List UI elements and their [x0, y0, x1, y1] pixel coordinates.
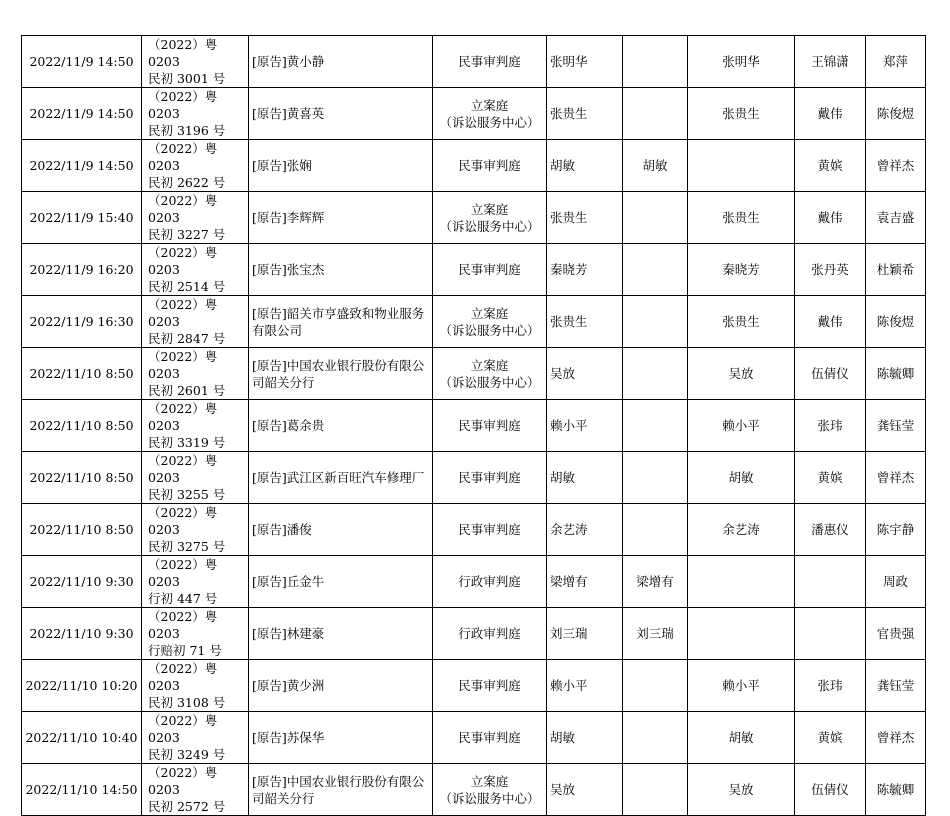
presiding-judge-cell-text: 赖小平 [550, 678, 588, 693]
assistant-cell-text: 张丹英 [811, 262, 849, 277]
judge-cell-text: 秦晓芳 [722, 262, 760, 277]
assistant-cell [795, 244, 866, 296]
hearing-schedule-table [21, 35, 926, 816]
judge-cell-text: 刘三瑞 [636, 626, 674, 641]
table-row [22, 556, 926, 608]
case-number-cell-text: 民初 2601 号 [148, 383, 226, 398]
table-row [22, 140, 926, 192]
clerk-cell [866, 764, 926, 816]
presiding-judge-cell [547, 504, 623, 556]
clerk-cell-text: 陈毓卿 [876, 366, 915, 381]
hearing-datetime-cell-text: 2022/11/9 14:50 [29, 158, 134, 173]
presiding-judge-cell-text: 吴放 [550, 782, 576, 797]
table-row [22, 712, 926, 764]
court-division-cell-text: （诉讼服务中心） [439, 374, 540, 390]
hearing-datetime-cell [22, 88, 142, 140]
assistant-cell-text: 黄嫔 [817, 470, 843, 485]
judge-cell [623, 660, 688, 712]
clerk-cell [866, 452, 926, 504]
hearing-datetime-cell [22, 140, 142, 192]
judge-cell-text: 赖小平 [722, 678, 760, 693]
presiding-judge-cell [547, 556, 623, 608]
assistant-cell [795, 556, 866, 608]
assistant-cell-text: 戴伟 [817, 106, 843, 121]
case-number-cell-text: 民初 3001 号 [148, 71, 226, 86]
case-number-cell-text: 民初 2514 号 [148, 279, 226, 294]
judge-cell-text: 张贵生 [722, 106, 760, 121]
court-division-cell [433, 244, 547, 296]
hearing-datetime-cell-text: 2022/11/10 8:50 [29, 470, 134, 485]
party-cell [249, 140, 433, 192]
presiding-judge-cell-text: 赖小平 [550, 418, 588, 433]
judge-cell [688, 192, 795, 244]
clerk-cell [866, 244, 926, 296]
table-row [22, 192, 926, 244]
judge-cell [688, 348, 795, 400]
hearing-datetime-cell-text: 2022/11/10 9:30 [29, 626, 134, 641]
hearing-datetime-cell-text: 2022/11/9 16:20 [29, 262, 134, 277]
court-division-cell-text: 民事审判庭 [458, 158, 521, 173]
hearing-datetime-cell-text: 2022/11/9 16:30 [29, 314, 134, 329]
hearing-datetime-cell [22, 452, 142, 504]
case-number-cell [142, 400, 249, 452]
assistant-cell [795, 36, 866, 88]
hearing-datetime-cell [22, 660, 142, 712]
party-cell [249, 36, 433, 88]
party-cell [249, 764, 433, 816]
judge-cell [688, 244, 795, 296]
clerk-cell-text: 龚钰莹 [876, 678, 915, 693]
judge-cell [688, 764, 795, 816]
hearing-datetime-cell [22, 608, 142, 660]
party-cell-text: [原告]武江区新百旺汽车修理厂 [252, 470, 425, 485]
presiding-judge-cell [547, 296, 623, 348]
court-division-cell-text: （诉讼服务中心） [439, 114, 540, 130]
hearing-datetime-cell-text: 2022/11/10 14:50 [25, 782, 138, 797]
table-body [22, 36, 926, 816]
presiding-judge-cell [547, 88, 623, 140]
judge-cell [623, 452, 688, 504]
court-division-cell-text: 民事审判庭 [458, 470, 521, 485]
case-number-cell [142, 504, 249, 556]
case-number-cell [142, 712, 249, 764]
case-number-cell [142, 192, 249, 244]
table-row [22, 400, 926, 452]
court-division-cell-text: 行政审判庭 [458, 574, 521, 589]
hearing-datetime-cell [22, 192, 142, 244]
assistant-cell [795, 608, 866, 660]
assistant-cell [795, 764, 866, 816]
party-cell [249, 400, 433, 452]
judge-cell-text: 张明华 [722, 54, 760, 69]
table-row [22, 764, 926, 816]
clerk-cell [866, 36, 926, 88]
judge-cell-text: 胡敏 [728, 730, 754, 745]
court-division-cell [433, 764, 547, 816]
court-division-cell [433, 712, 547, 764]
clerk-cell [866, 348, 926, 400]
case-number-cell-text: （2022）粤 0203 [148, 349, 218, 381]
presiding-judge-cell-text: 吴放 [550, 366, 576, 381]
court-division-cell-text: 立案庭 [470, 97, 509, 113]
presiding-judge-cell [547, 36, 623, 88]
court-division-cell [433, 608, 547, 660]
case-number-cell-text: （2022）粤 0203 [148, 193, 218, 225]
presiding-judge-cell [547, 608, 623, 660]
judge-cell [623, 140, 688, 192]
hearing-datetime-cell-text: 2022/11/10 8:50 [29, 418, 134, 433]
clerk-cell-text: 曾祥杰 [876, 470, 915, 485]
case-number-cell-text: 民初 3319 号 [148, 435, 226, 450]
case-number-cell-text: （2022）粤 0203 [148, 557, 218, 589]
presiding-judge-cell [547, 140, 623, 192]
party-cell-text: [原告]苏保华 [252, 730, 325, 745]
clerk-cell-text: 曾祥杰 [876, 730, 915, 745]
clerk-cell-text: 陈毓卿 [876, 782, 915, 797]
case-number-cell-text: （2022）粤 0203 [148, 609, 218, 641]
case-number-cell [142, 556, 249, 608]
party-cell-text: [原告]中国农业银行股份有限公司韶关分行 [252, 357, 425, 390]
assistant-cell-text: 伍倩仪 [811, 366, 849, 381]
assistant-cell-text: 王锦潇 [811, 54, 849, 69]
judge-cell-text: 张贵生 [722, 210, 760, 225]
case-number-cell-text: （2022）粤 0203 [148, 297, 218, 329]
presiding-judge-cell-text: 张贵生 [550, 314, 588, 329]
case-number-cell-text: （2022）粤 0203 [148, 89, 218, 121]
party-cell-text: [原告]黄喜英 [252, 106, 325, 121]
hearing-datetime-cell [22, 400, 142, 452]
party-cell-text: [原告]黄少洲 [252, 678, 325, 693]
presiding-judge-cell [547, 660, 623, 712]
clerk-cell [866, 140, 926, 192]
case-number-cell-text: 行赔初 71 号 [148, 643, 222, 658]
case-number-cell-text: （2022）粤 0203 [148, 141, 218, 173]
hearing-datetime-cell-text: 2022/11/9 15:40 [29, 210, 134, 225]
court-division-cell [433, 348, 547, 400]
assistant-cell [795, 400, 866, 452]
court-division-cell [433, 192, 547, 244]
presiding-judge-cell [547, 764, 623, 816]
court-division-cell-text: （诉讼服务中心） [439, 218, 540, 234]
case-number-cell-text: 民初 2622 号 [148, 175, 226, 190]
court-division-cell-text: 民事审判庭 [458, 262, 521, 277]
court-division-cell-text: 民事审判庭 [458, 54, 521, 69]
case-number-cell [142, 764, 249, 816]
court-division-cell [433, 36, 547, 88]
judge-cell-text: 赖小平 [722, 418, 760, 433]
judge-cell [688, 296, 795, 348]
case-number-cell-text: 民初 3255 号 [148, 487, 226, 502]
hearing-datetime-cell [22, 556, 142, 608]
assistant-cell [795, 88, 866, 140]
judge-cell-text: 吴放 [728, 782, 754, 797]
presiding-judge-cell [547, 400, 623, 452]
clerk-cell-text: 官贵强 [876, 626, 915, 641]
judge-cell [623, 348, 688, 400]
court-division-cell [433, 88, 547, 140]
clerk-cell-text: 郑萍 [882, 54, 908, 69]
presiding-judge-cell [547, 712, 623, 764]
case-number-cell-text: （2022）粤 0203 [148, 453, 218, 485]
party-cell-text: [原告]张娴 [252, 158, 312, 173]
clerk-cell [866, 192, 926, 244]
table-row [22, 348, 926, 400]
court-division-cell [433, 400, 547, 452]
hearing-datetime-cell [22, 244, 142, 296]
assistant-cell-text: 张玮 [817, 678, 843, 693]
judge-cell [623, 556, 688, 608]
party-cell [249, 192, 433, 244]
case-number-cell-text: 民初 2572 号 [148, 799, 226, 814]
hearing-datetime-cell [22, 348, 142, 400]
hearing-datetime-cell-text: 2022/11/10 8:50 [29, 522, 134, 537]
judge-cell [688, 712, 795, 764]
clerk-cell [866, 504, 926, 556]
court-division-cell [433, 556, 547, 608]
assistant-cell-text: 张玮 [817, 418, 843, 433]
clerk-cell [866, 608, 926, 660]
case-number-cell [142, 608, 249, 660]
party-cell [249, 348, 433, 400]
court-division-cell [433, 140, 547, 192]
party-cell-text: [原告]黄小静 [252, 54, 325, 69]
presiding-judge-cell-text: 秦晓芳 [550, 262, 588, 277]
judge-cell [623, 36, 688, 88]
court-division-cell [433, 504, 547, 556]
assistant-cell [795, 452, 866, 504]
party-cell-text: [原告]丘金牛 [252, 574, 325, 589]
presiding-judge-cell [547, 244, 623, 296]
judge-cell [623, 608, 688, 660]
party-cell-text: [原告]张宝杰 [252, 262, 325, 277]
hearing-datetime-cell-text: 2022/11/10 10:20 [25, 678, 138, 693]
court-division-cell-text: 立案庭 [470, 357, 509, 373]
party-cell [249, 712, 433, 764]
presiding-judge-cell [547, 192, 623, 244]
table-row [22, 452, 926, 504]
case-number-cell [142, 36, 249, 88]
hearing-datetime-cell [22, 712, 142, 764]
judge-cell [623, 244, 688, 296]
table-row [22, 244, 926, 296]
judge-cell [688, 400, 795, 452]
case-number-cell-text: （2022）粤 0203 [148, 661, 218, 693]
case-number-cell-text: （2022）粤 0203 [148, 245, 218, 277]
presiding-judge-cell-text: 张明华 [550, 54, 588, 69]
clerk-cell-text: 袁吉盛 [876, 210, 915, 225]
assistant-cell-text: 黄嫔 [817, 158, 843, 173]
presiding-judge-cell-text: 胡敏 [550, 730, 576, 745]
case-number-cell [142, 296, 249, 348]
court-division-cell [433, 296, 547, 348]
table-row [22, 36, 926, 88]
party-cell-text: [原告]韶关市亨盛致和物业服务有限公司 [252, 305, 425, 338]
judge-cell [688, 660, 795, 712]
party-cell-text: [原告]葛余贵 [252, 418, 325, 433]
case-number-cell-text: （2022）粤 0203 [148, 713, 218, 745]
court-division-cell-text: （诉讼服务中心） [439, 790, 540, 806]
judge-cell [688, 504, 795, 556]
case-number-cell-text: 民初 3227 号 [148, 227, 226, 242]
assistant-cell [795, 348, 866, 400]
party-cell [249, 660, 433, 712]
clerk-cell-text: 陈宇静 [876, 522, 915, 537]
presiding-judge-cell-text: 胡敏 [550, 470, 576, 485]
hearing-datetime-cell [22, 36, 142, 88]
presiding-judge-cell [547, 348, 623, 400]
case-number-cell-text: 行初 447 号 [148, 591, 218, 606]
judge-cell [623, 764, 688, 816]
table-row [22, 88, 926, 140]
judge-cell-text: 梁增有 [636, 574, 674, 589]
court-division-cell-text: 民事审判庭 [458, 678, 521, 693]
clerk-cell-text: 周政 [882, 574, 908, 589]
judge-cell-text: 胡敏 [728, 470, 754, 485]
assistant-cell-text: 戴伟 [817, 314, 843, 329]
party-cell-text: [原告]李辉辉 [252, 210, 325, 225]
judge-cell-text: 胡敏 [642, 158, 668, 173]
assistant-cell [795, 192, 866, 244]
judge-cell [688, 140, 795, 192]
presiding-judge-cell-text: 胡敏 [550, 158, 576, 173]
case-number-cell-text: 民初 3249 号 [148, 747, 226, 762]
clerk-cell [866, 556, 926, 608]
hearing-datetime-cell-text: 2022/11/10 9:30 [29, 574, 134, 589]
clerk-cell-text: 曾祥杰 [876, 158, 915, 173]
hearing-datetime-cell-text: 2022/11/10 10:40 [25, 730, 138, 745]
assistant-cell-text: 潘惠仪 [811, 522, 849, 537]
party-cell [249, 244, 433, 296]
case-number-cell-text: （2022）粤 0203 [148, 765, 218, 797]
clerk-cell [866, 712, 926, 764]
assistant-cell [795, 504, 866, 556]
party-cell [249, 608, 433, 660]
clerk-cell-text: 龚钰莹 [876, 418, 915, 433]
party-cell [249, 88, 433, 140]
case-number-cell-text: 民初 2847 号 [148, 331, 226, 346]
clerk-cell [866, 88, 926, 140]
case-number-cell [142, 660, 249, 712]
judge-cell [623, 712, 688, 764]
assistant-cell [795, 712, 866, 764]
presiding-judge-cell [547, 452, 623, 504]
party-cell-text: [原告]林建豪 [252, 626, 325, 641]
judge-cell-text: 吴放 [728, 366, 754, 381]
party-cell [249, 556, 433, 608]
hearing-datetime-cell-text: 2022/11/10 8:50 [29, 366, 134, 381]
presiding-judge-cell-text: 余艺涛 [550, 522, 588, 537]
court-division-cell-text: 民事审判庭 [458, 730, 521, 745]
case-number-cell-text: （2022）粤 0203 [148, 505, 218, 537]
court-division-cell-text: 民事审判庭 [458, 522, 521, 537]
court-division-cell-text: （诉讼服务中心） [439, 322, 540, 338]
hearing-datetime-cell [22, 296, 142, 348]
presiding-judge-cell-text: 张贵生 [550, 106, 588, 121]
assistant-cell-text: 黄嫔 [817, 730, 843, 745]
hearing-datetime-cell-text: 2022/11/9 14:50 [29, 106, 134, 121]
clerk-cell-text: 陈俊煜 [876, 314, 915, 329]
court-division-cell-text: 立案庭 [470, 773, 509, 789]
court-division-cell-text: 立案庭 [470, 201, 509, 217]
case-number-cell-text: 民初 3196 号 [148, 123, 226, 138]
case-number-cell [142, 140, 249, 192]
party-cell [249, 452, 433, 504]
table-row [22, 608, 926, 660]
judge-cell-text: 张贵生 [722, 314, 760, 329]
clerk-cell-text: 陈俊煜 [876, 106, 915, 121]
table-row [22, 296, 926, 348]
presiding-judge-cell-text: 刘三瑞 [550, 626, 588, 641]
case-number-cell [142, 244, 249, 296]
assistant-cell-text: 伍倩仪 [811, 782, 849, 797]
case-number-cell [142, 88, 249, 140]
table-row [22, 660, 926, 712]
judge-cell [623, 504, 688, 556]
hearing-datetime-cell-text: 2022/11/9 14:50 [29, 54, 134, 69]
court-division-cell-text: 民事审判庭 [458, 418, 521, 433]
assistant-cell [795, 660, 866, 712]
party-cell [249, 296, 433, 348]
table-row [22, 504, 926, 556]
hearing-datetime-cell [22, 504, 142, 556]
clerk-cell [866, 400, 926, 452]
judge-cell [623, 296, 688, 348]
judge-cell-text: 余艺涛 [722, 522, 760, 537]
party-cell-text: [原告]中国农业银行股份有限公司韶关分行 [252, 773, 425, 806]
party-cell-text: [原告]潘俊 [252, 522, 312, 537]
case-number-cell-text: （2022）粤 0203 [148, 37, 218, 69]
clerk-cell [866, 660, 926, 712]
case-number-cell-text: 民初 3108 号 [148, 695, 226, 710]
judge-cell [688, 608, 795, 660]
assistant-cell [795, 296, 866, 348]
presiding-judge-cell-text: 梁增有 [550, 574, 588, 589]
judge-cell [623, 88, 688, 140]
court-division-cell-text: 立案庭 [470, 305, 509, 321]
clerk-cell [866, 296, 926, 348]
case-number-cell-text: （2022）粤 0203 [148, 401, 218, 433]
court-division-cell [433, 452, 547, 504]
judge-cell [688, 88, 795, 140]
case-number-cell [142, 348, 249, 400]
judge-cell [623, 192, 688, 244]
assistant-cell [795, 140, 866, 192]
judge-cell [688, 36, 795, 88]
case-number-cell [142, 452, 249, 504]
court-division-cell [433, 660, 547, 712]
presiding-judge-cell-text: 张贵生 [550, 210, 588, 225]
assistant-cell-text: 戴伟 [817, 210, 843, 225]
case-number-cell-text: 民初 3275 号 [148, 539, 226, 554]
court-division-cell-text: 行政审判庭 [458, 626, 521, 641]
clerk-cell-text: 杜颖希 [876, 262, 915, 277]
hearing-datetime-cell [22, 764, 142, 816]
judge-cell [688, 452, 795, 504]
party-cell [249, 504, 433, 556]
judge-cell [688, 556, 795, 608]
judge-cell [623, 400, 688, 452]
